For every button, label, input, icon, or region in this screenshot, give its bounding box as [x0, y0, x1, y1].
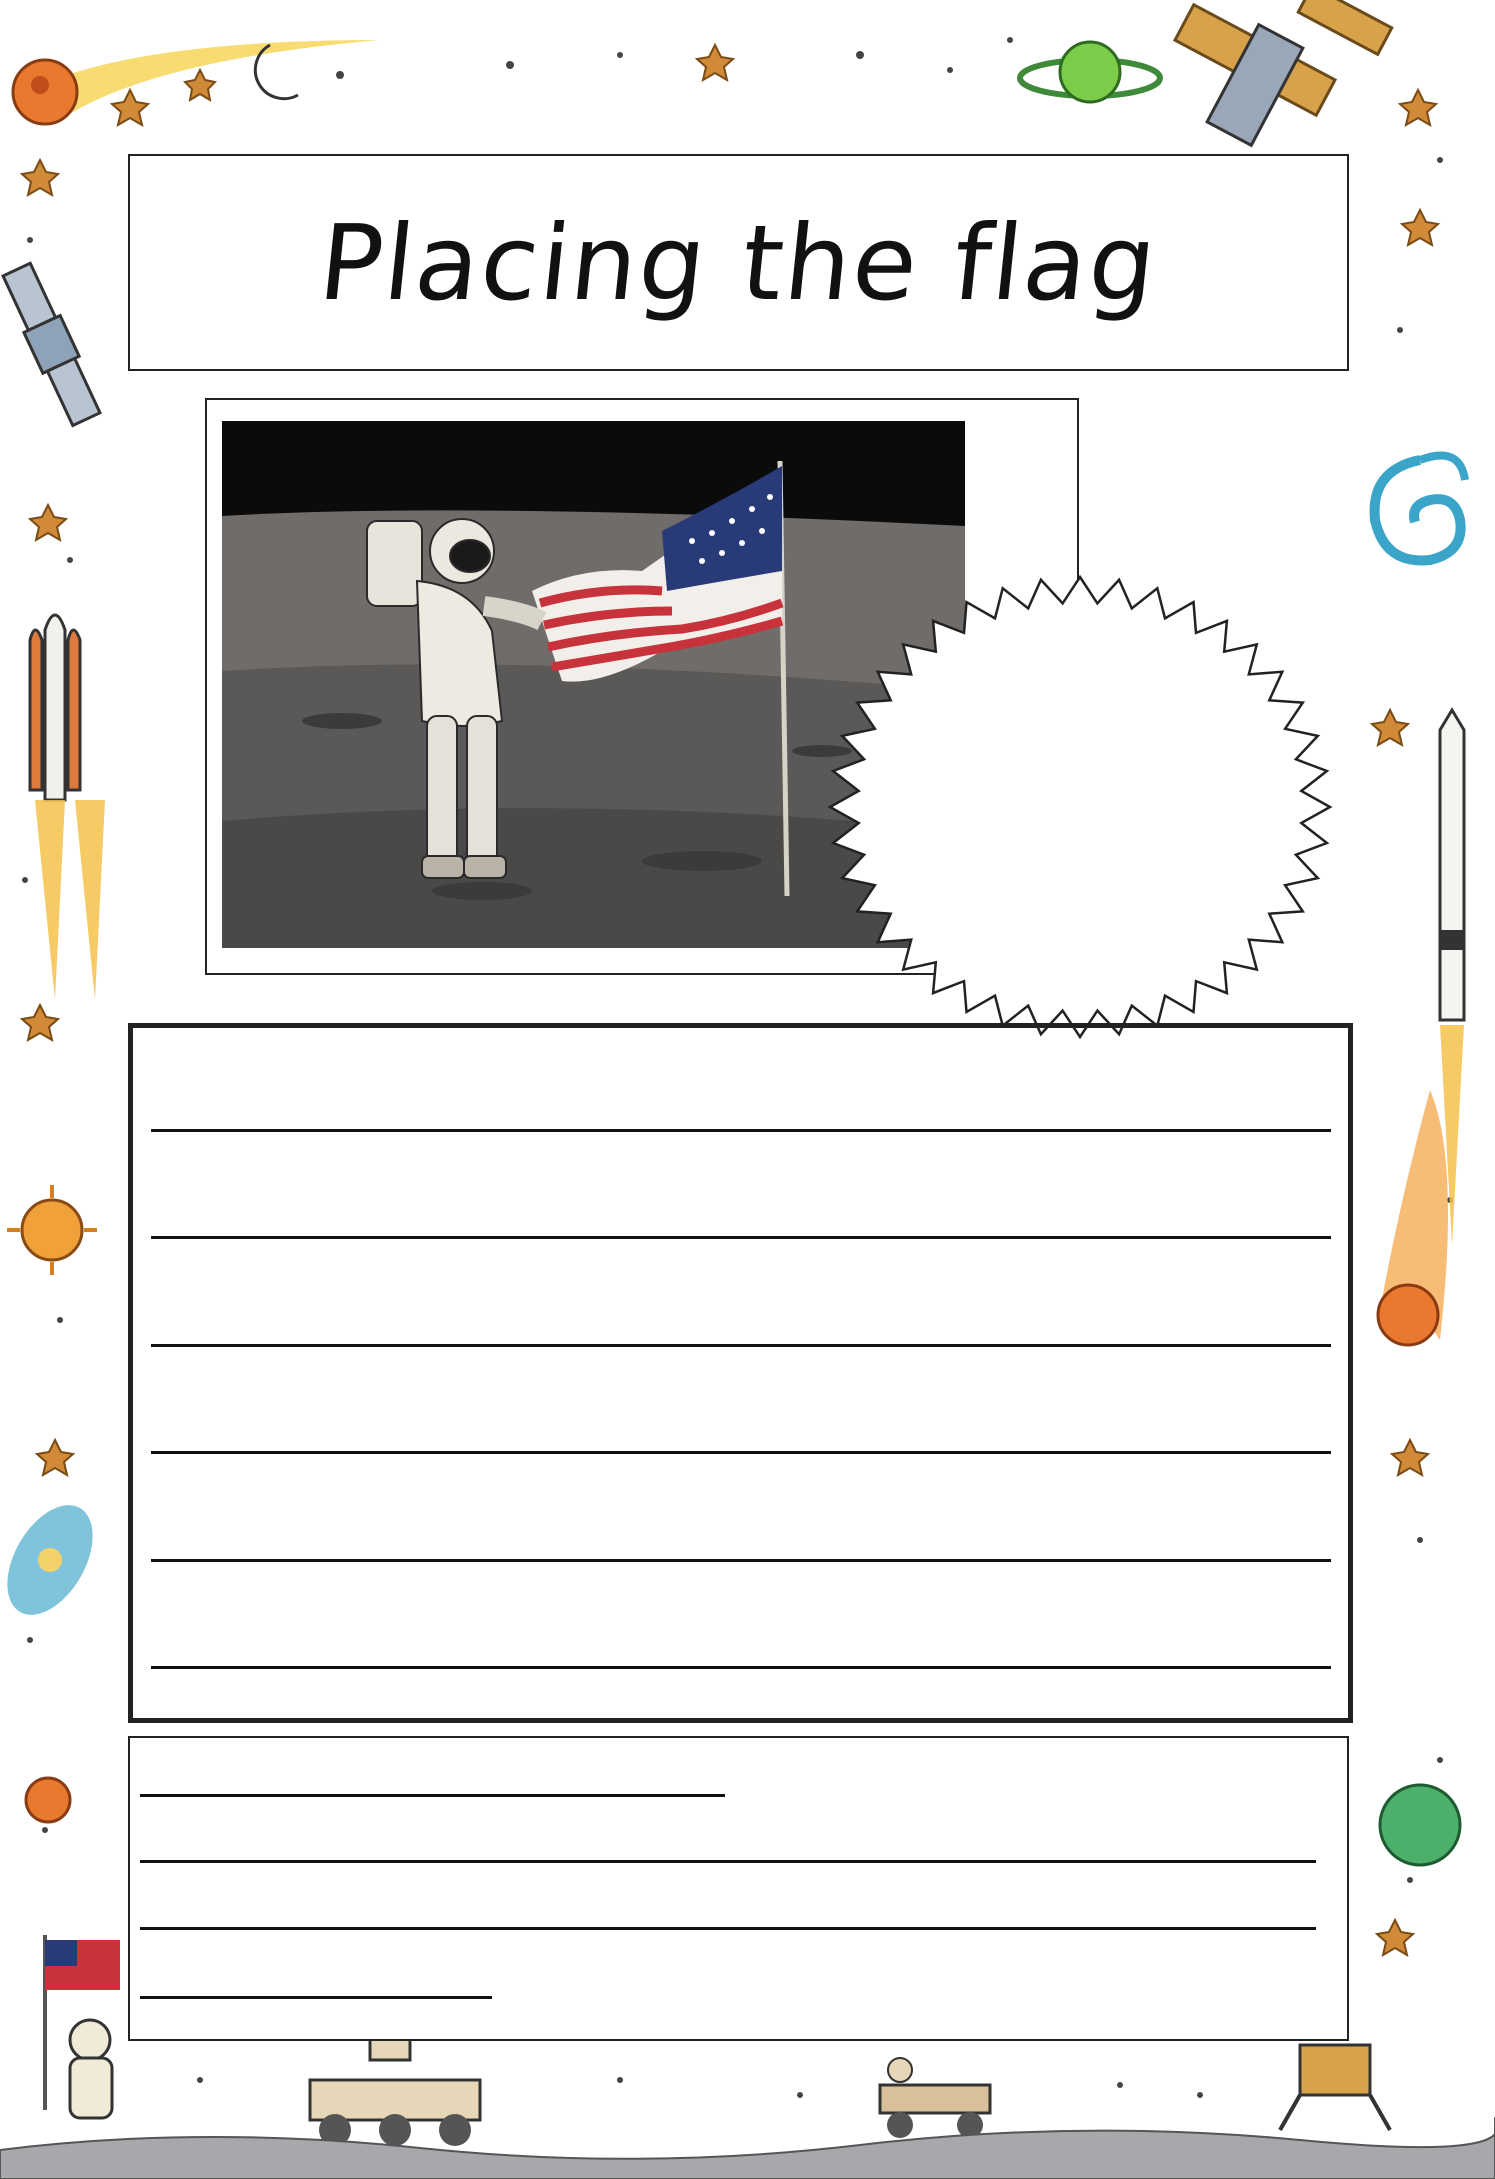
writing-line-short — [140, 1794, 725, 1797]
rocket-icon — [30, 615, 105, 1000]
planet-icon — [1380, 1785, 1460, 1865]
speech-burst-icon — [820, 565, 1340, 1050]
writing-line — [151, 1666, 1331, 1669]
moon-icon — [255, 45, 298, 99]
writing-line — [140, 1860, 1316, 1863]
planet-icon — [26, 1778, 70, 1822]
lunar-module-icon — [1280, 2045, 1390, 2130]
writing-line — [151, 1236, 1331, 1239]
rover-icon — [880, 2058, 990, 2138]
notes-box[interactable] — [128, 1736, 1349, 2041]
writing-line — [151, 1129, 1331, 1132]
comet-icon — [1378, 1090, 1448, 1345]
writing-line — [151, 1451, 1331, 1454]
lunar-ground — [0, 2120, 1495, 2179]
title-box — [128, 154, 1349, 371]
rover-icon — [310, 2030, 480, 2146]
writing-line — [151, 1344, 1331, 1347]
writing-line — [151, 1559, 1331, 1562]
writing-line-short — [140, 1996, 492, 1999]
galaxy-icon — [1375, 456, 1465, 561]
space-station-icon — [1175, 0, 1392, 145]
planet-icon — [1020, 42, 1160, 102]
writing-box[interactable] — [128, 1023, 1353, 1723]
writing-line — [140, 1927, 1316, 1930]
galaxy-icon — [0, 1491, 110, 1630]
astronaut-icon — [70, 2020, 112, 2118]
sun-icon — [7, 1185, 97, 1275]
page-title: Placing the flag — [313, 201, 1164, 324]
satellite-icon — [0, 261, 105, 427]
